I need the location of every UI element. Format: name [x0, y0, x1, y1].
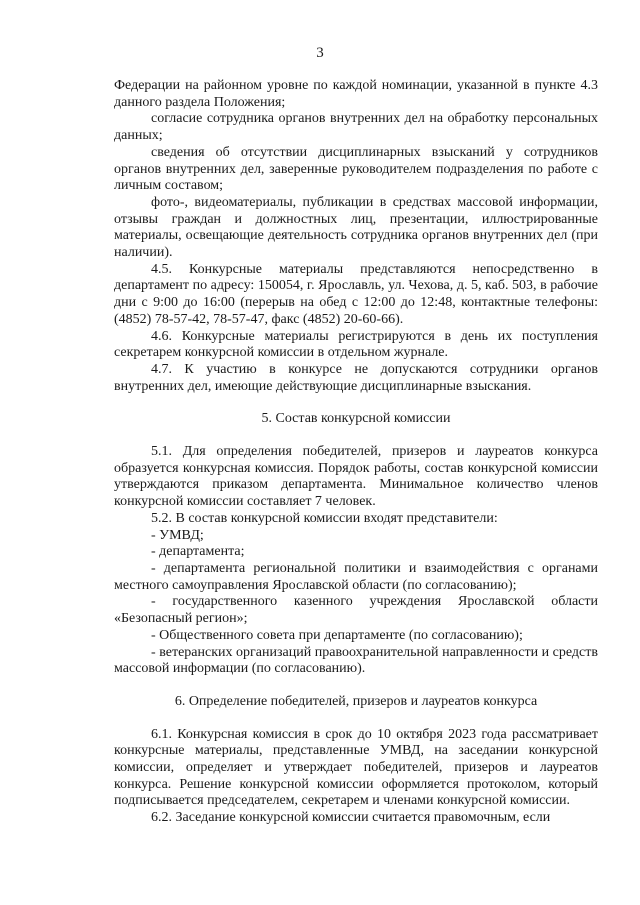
paragraph: Федерации на районном уровне по каждой номинации, указанной в пункте 4.3 данного раздела Положения;: [114, 78, 598, 110]
paragraph: - департамента;: [151, 544, 245, 560]
section-heading: 5. Состав конкурсной комиссии: [261, 411, 451, 427]
paragraph: - государственного казенного учреждения Ярославской области «Безопасный регион»;: [114, 594, 598, 627]
paragraph: фото-, видеоматериалы, публикации в средствах массовой информации, отзывы граждан и должностных лиц, презентации, иллюстрированные материалы, освещающие деятельность сотрудника органов внутренних дел (при наличии).: [114, 194, 598, 261]
paragraph: 4.5. Конкурсные материалы представляются непосредственно в департамент по адресу: 150054, г. Ярославль, ул. Чехова, д. 5, каб. 503, в рабочие дни с 9:00 до 16:00 (перерыв на обед с 12:00 до 12:48, контактные телефоны: (4852) 78-57-42, 78-57-47, факс (4852) 20-60-66).: [114, 261, 598, 327]
paragraph: 6.2. Заседание конкурсной комиссии считается правомочным, если: [151, 810, 551, 826]
paragraph: 5.1. Для определения победителей, призеров и лауреатов конкурса образуется конкурсная комиссия. Порядок работы, состав конкурсной комиссии утверждаются приказом департамента. Минимальное количество членов конкурсной комиссии составляет 7 человек.: [114, 444, 598, 510]
paragraph: - ветеранских организаций правоохранительной направленности и средств массовой информации (по согласованию).: [114, 644, 598, 677]
paragraph: 6.1. Конкурсная комиссия в срок до 10 октября 2023 года рассматривает конкурсные материалы, представленные УМВД, на заседании конкурсной комиссии, определяет и утверждает победителей, призеров и лауреатов конкурса. Решение конкурсной комиссии оформляется протоколом, который подписывается председателем, секретарем и членами конкурсной комиссии.: [114, 726, 598, 809]
paragraph: 5.2. В состав конкурсной комиссии входят представители:: [151, 510, 498, 526]
paragraph: - Общественного совета при департаменте (по согласованию);: [151, 627, 523, 643]
spacer: [114, 428, 598, 444]
paragraph: 4.7. К участию в конкурсе не допускаются сотрудники органов внутренних дел, имеющие действующие дисциплинарные взыскания.: [114, 361, 598, 394]
document-body: [114, 78, 598, 827]
paragraph: - УМВД;: [151, 527, 204, 543]
spacer: [114, 395, 598, 411]
page-number: 3: [316, 45, 324, 61]
paragraph: - департамента региональной политики и взаимодействия с органами местного самоуправления Ярославской области (по согласованию);: [114, 560, 598, 593]
section-heading: 6. Определение победителей, призеров и лауреатов конкурса: [174, 693, 538, 709]
paragraph: согласие сотрудника органов внутренних дел на обработку персональных данных;: [114, 111, 598, 144]
spacer: [114, 711, 598, 727]
spacer: [114, 678, 598, 694]
paragraph: 4.6. Конкурсные материалы регистрируются в день их поступления секретарем конкурсной комиссии в отдельном журнале.: [114, 328, 598, 361]
paragraph: сведения об отсутствии дисциплинарных взысканий у сотрудников органов внутренних дел, заверенные руководителем подразделения по работе с личным составом;: [114, 144, 598, 194]
